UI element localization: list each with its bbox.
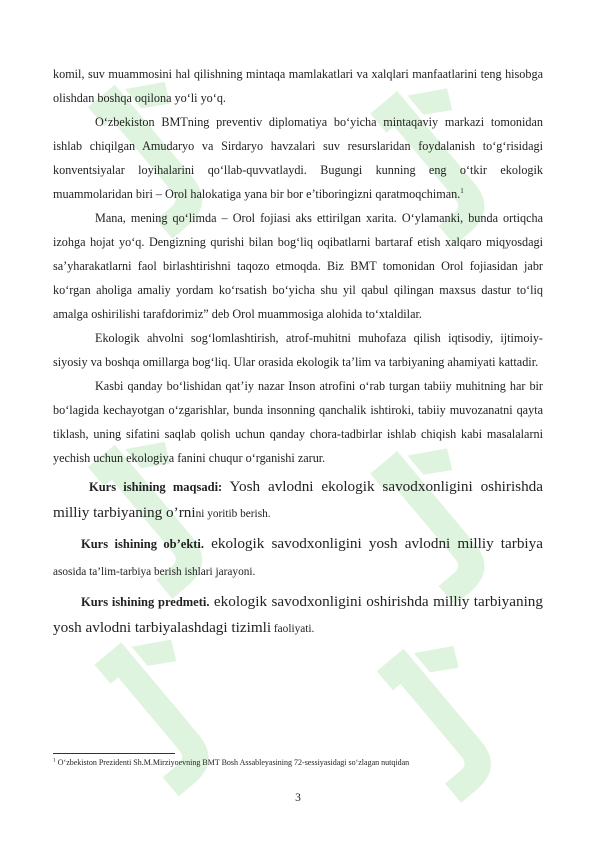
course-goal (53, 474, 543, 527)
paragraph: Kasbi qanday bo‘lishidan qat’iy nazar Inson atrofini o‘rab turgan tabiiy muhitning har bir bo‘lagida kechayotgan o‘zgarishlar, bunda insonning qanchalik ishtiroki, tabiiy muvozanatni qayta tiklash, uning sifatini saqlab qolish uchun qanday chora-tadbirlar ishlab chiqish kabi masalalarni yechish uchun ekologiya fanini chuqur o‘rganishi zarur. (53, 379, 543, 465)
body-text (53, 62, 543, 642)
course-object-text: ekologik savodxonligini yosh avlodni milliy tarbiya (204, 535, 543, 552)
page-number: 3 (295, 792, 301, 804)
footnote (53, 757, 543, 769)
course-goal-label: Kurs ishining maqsadi: (89, 480, 223, 494)
course-goal-text: Yosh avlodni ekologik savodxonligini oshirishda milliy tarbiyaning o’rni (53, 478, 544, 521)
paragraph: komil, suv muammosini hal qilishning mintaqa mamlakatlari va xalqlari manfaatlarini teng hisobga olishdan boshqa oqilona yo‘li yo‘q. (53, 67, 543, 105)
paragraph-text: O‘zbekiston BMTning preventiv diplomatiya bo‘yicha mintaqaviy markazi tomonidan ishlab chiqilgan Amudaryo va Sirdaryo havzalari suv resurslaridan foydalanish to‘g‘risidagi konventsiyalar loyihalarini qo‘llab-quvvatlaydi. Bugungi kunning eng o‘tkir ekologik muammolaridan biri – Orol halokatiga yana bir bor e’tiboringizni qaratmoqchiman. (53, 115, 543, 201)
footnote-separator (53, 753, 175, 754)
course-subject-label: Kurs ishining predmeti. (81, 595, 210, 609)
footnote-ref: 1 (460, 186, 464, 195)
course-subject-tail: faoliyati. (271, 623, 315, 635)
footnote-marker: 1 (53, 757, 56, 764)
course-subject (53, 589, 543, 642)
course-goal-tail: ni yoritib berish. (195, 508, 271, 520)
course-object-label: Kurs ishining ob’ekti. (81, 537, 205, 551)
course-object (53, 531, 543, 585)
course-subject-text: ekologik savodxonligini oshirishda milliy tarbiyaning yosh avlodni tarbiyalashdagi tizimli (53, 593, 543, 636)
footnote-text: O‘zbekiston Prezidenti Sh.M.Mirziyoevning BMT Bosh Assableyasining 72-sessiyasidagi so‘zlagan nutqidan (55, 758, 410, 767)
paragraph (53, 110, 543, 206)
paragraph: Ekologik ahvolni sog‘lomlashtirish, atrof-muhitni muhofaza qilish iqtisodiy, ijtimoiy-siyosiy va boshqa omillarga bog‘liq. Ular orasida ekologik ta’lim va tarbiyaning ahamiyati kattadir. (53, 331, 543, 369)
course-object-tail: asosida ta’lim-tarbiya berish ishlari jarayoni. (53, 566, 256, 578)
paragraph: Mana, mening qo‘limda – Orol fojiasi aks ettirilgan xarita. O‘ylamanki, bunda ortiqcha izohga hojat yo‘q. Dengizning qurishi bilan bog‘liq oqibatlarni bartaraf etish xalqaro miqyosdagi sa’yharakatlarni faol birlashtirishni taqozo etmoqda. Biz BMT tomonidan Orol fojiasidan jabr ko‘rgan aholiga amaliy yordam ko‘rsatish bo‘yicha shu yil qabul qilingan maxsus dastur to‘liq amalga oshirilishi tarafdorimiz” deb Orol muammosiga alohida to‘xtaldilar. (53, 211, 543, 321)
